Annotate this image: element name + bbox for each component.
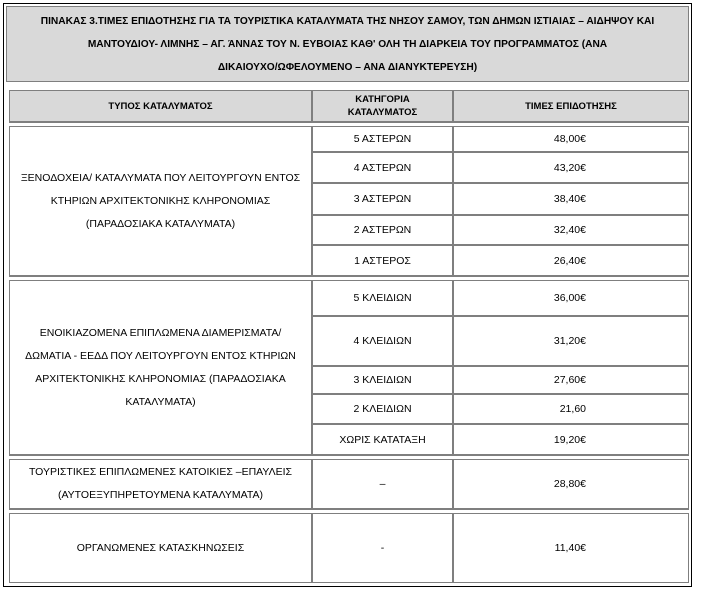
category-value: 4 ΚΛΕΙΔΙΩΝ xyxy=(353,335,412,347)
header-category-line-1: ΚΑΤΗΓΟΡΙΑ xyxy=(355,94,410,105)
price-value: 11,40€ xyxy=(554,542,586,554)
price-value: 38,40€ xyxy=(553,193,586,205)
title-line-2: ΜΑΝΤΟΥΔΙΟΥ- ΛΙΜΝΗΣ – ΑΓ. ΆΝΝΑΣ ΤΟΥ Ν. ΕΥΒΟΙΑΣ ΚΑΘ' ΟΛΗ ΤΗ ΔΙΑΡΚΕΙΑ ΤΟΥ ΠΡΟΓΡΑΜΜΑΤΟΣ (ΑΝΑ xyxy=(87,38,608,50)
header-accommodation-type xyxy=(9,90,312,122)
title-line-1: ΠΙΝΑΚΑΣ 3.ΤΙΜΕΣ ΕΠΙΔΟΤΗΣΗΣ ΓΙΑ ΤΑ ΤΟΥΡΙΣΤΙΚΑ ΚΑΤΑΛΥΜΑΤΑ ΤΗΣ ΝΗΣΟΥ ΣΑΜΟΥ, ΤΩΝ ΔΗΜΩΝ ΙΣΤΙΑΙΑΣ – ΑΙΔΗΨΟΥ ΚΑΙ xyxy=(40,15,655,27)
category-cell xyxy=(312,316,453,366)
price-value: 48,00€ xyxy=(553,133,586,145)
price-value: 43,20€ xyxy=(553,161,586,174)
price-cell xyxy=(453,245,689,276)
category-cell xyxy=(312,366,453,394)
group-2-type-line: ΑΡΧΙΤΕΚΤΟΝΙΚΗΣ ΚΛΗΡΟΝΟΜΙΑΣ (ΠΑΡΑΔΟΣΙΑΚΑ xyxy=(35,372,286,385)
price-value: 31,20€ xyxy=(553,335,586,347)
category-cell xyxy=(312,513,453,583)
price-cell xyxy=(453,215,689,245)
category-cell xyxy=(312,459,453,509)
price-value: 21,60 xyxy=(559,403,586,415)
category-cell xyxy=(312,245,453,276)
category-value: 2 ΑΣΤΕΡΩΝ xyxy=(353,224,412,236)
group-3-type xyxy=(9,459,312,509)
group-1-type xyxy=(9,126,312,276)
category-cell xyxy=(312,280,453,316)
group-2-type-line: ΚΑΤΑΛΥΜΑΤΑ) xyxy=(125,395,196,408)
price-value: 32,40€ xyxy=(553,224,586,236)
category-cell xyxy=(312,126,453,152)
price-cell xyxy=(453,513,689,583)
category-cell xyxy=(312,152,453,183)
header-category xyxy=(312,90,453,122)
category-cell xyxy=(312,424,453,455)
price-cell xyxy=(453,394,689,424)
header-subsidy-price xyxy=(453,90,689,122)
price-cell xyxy=(453,459,689,509)
price-cell xyxy=(453,280,689,316)
category-value: – xyxy=(379,478,386,490)
header-category-line-2: ΚΑΤΑΛΥΜΑΤΟΣ xyxy=(347,107,418,118)
price-cell xyxy=(453,183,689,215)
category-value: 5 ΑΣΤΕΡΩΝ xyxy=(353,133,412,145)
category-value: - xyxy=(380,542,385,554)
price-value: 28,80€ xyxy=(553,478,586,490)
group-2-type xyxy=(9,280,312,455)
category-cell xyxy=(312,215,453,245)
price-cell xyxy=(453,424,689,455)
group-1-type-line: (ΠΑΡΑΔΟΣΙΑΚΑ ΚΑΤΑΛΥΜΑΤΑ) xyxy=(85,217,236,230)
category-cell xyxy=(312,394,453,424)
price-value: 19,20€ xyxy=(553,433,586,446)
header-price-label: ΤΙΜΕΣ ΕΠΙΔΟΤΗΣΗΣ xyxy=(525,100,617,112)
category-value: 4 ΑΣΤΕΡΩΝ xyxy=(353,161,412,174)
category-value: 2 ΚΛΕΙΔΙΩΝ xyxy=(353,403,412,415)
group-1-type-line: ΞΕΝΟΔΟΧΕΙΑ/ ΚΑΤΑΛΥΜΑΤΑ ΠΟΥ ΛΕΙΤΟΥΡΓΟΥΝ ΕΝΤΟΣ xyxy=(20,171,301,184)
price-value: 26,40€ xyxy=(553,254,586,267)
category-value: 3 ΑΣΤΕΡΩΝ xyxy=(353,193,412,205)
price-value: 36,00€ xyxy=(553,292,586,304)
group-1-type-line: ΚΤΗΡΙΩΝ ΑΡΧΙΤΕΚΤΟΝΙΚΗΣ ΚΛΗΡΟΝΟΜΙΑΣ xyxy=(50,194,271,207)
price-cell xyxy=(453,152,689,183)
group-4-type xyxy=(9,513,312,583)
title-line-3: ΔΙΚΑΙΟΥΧΟ/ΩΦΕΛΟΥΜΕΝΟ – ΑΝΑ ΔΙΑΝΥΚΤΕΡΕΥΣΗ) xyxy=(217,61,478,73)
header-type-label: ΤΥΠΟΣ ΚΑΤΑΛΥΜΑΤΟΣ xyxy=(108,100,213,112)
group-4-type-line: ΟΡΓΑΝΩΜΕΝΕΣ ΚΑΤΑΣΚΗΝΩΣΕΙΣ xyxy=(76,541,245,554)
price-value: 27,60€ xyxy=(553,374,586,386)
category-value: ΧΩΡΙΣ ΚΑΤΑΤΑΞΗ xyxy=(339,433,426,446)
category-value: 5 ΚΛΕΙΔΙΩΝ xyxy=(353,292,412,304)
category-value: 3 ΚΛΕΙΔΙΩΝ xyxy=(353,374,412,386)
price-cell xyxy=(453,316,689,366)
category-cell xyxy=(312,183,453,215)
group-2-type-line: ΔΩΜΑΤΙΑ - ΕΕΔΔ ΠΟΥ ΛΕΙΤΟΥΡΓΟΥΝ ΕΝΤΟΣ ΚΤΗΡΙΩΝ xyxy=(25,349,296,362)
table-title xyxy=(6,6,689,82)
subsidy-table-document xyxy=(3,3,692,587)
price-cell xyxy=(453,126,689,152)
group-2-type-line: ΕΝΟΙΚΙΑΖΟΜΕΝΑ ΕΠΙΠΛΩΜΕΝΑ ΔΙΑΜΕΡΙΣΜΑΤΑ/ xyxy=(39,326,282,339)
price-cell xyxy=(453,366,689,394)
group-3-type-line: (ΑΥΤΟΕΞΥΠΗΡΕΤΟΥΜΕΝΑ ΚΑΤΑΛΥΜΑΤΑ) xyxy=(57,489,264,501)
group-3-type-line: ΤΟΥΡΙΣΤΙΚΕΣ ΕΠΙΠΛΩΜΕΝΕΣ ΚΑΤΟΙΚΙΕΣ –ΕΠΑΥΛΕΙΣ xyxy=(28,466,293,478)
category-value: 1 ΑΣΤΕΡΟΣ xyxy=(354,254,411,267)
